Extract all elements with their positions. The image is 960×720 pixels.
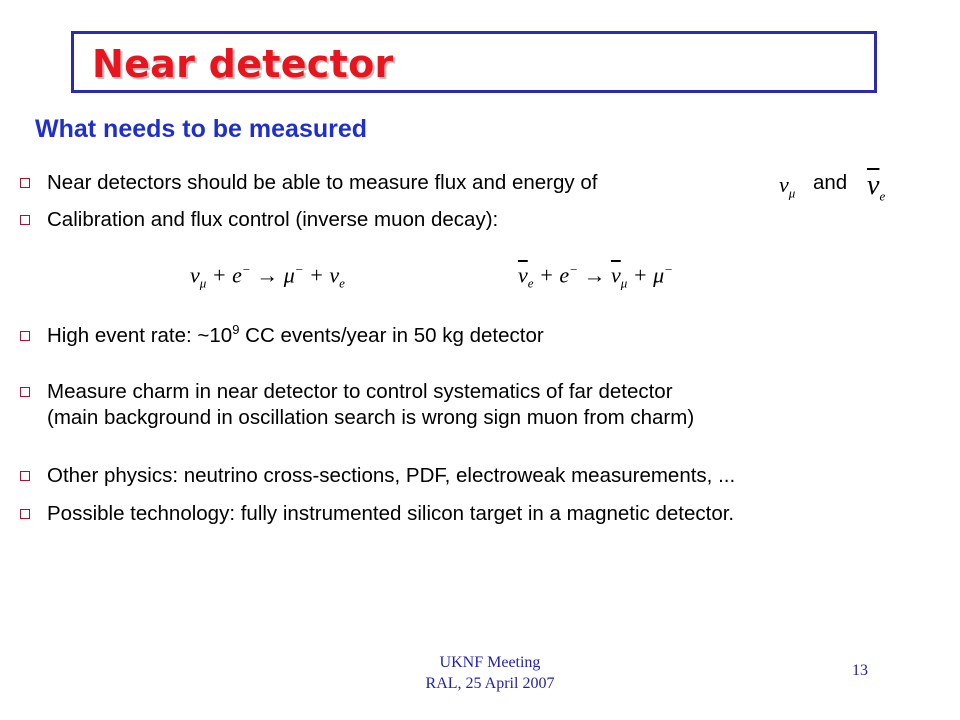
footer <box>400 652 580 694</box>
footer-date: RAL, 25 April 2007 <box>425 675 555 692</box>
bullet-text-and: and <box>813 171 848 194</box>
footer-meeting: UKNF Meeting <box>439 654 541 671</box>
bullet-text: Calibration and flux control (inverse muon decay): <box>47 208 499 231</box>
page-number: 13 <box>852 662 868 679</box>
bullet-text: Possible technology: fully instrumented silicon target in a magnetic detector. <box>47 502 735 525</box>
equation-1: $\nu_\mu + e^- \to \mu^- + \nu_e$ <box>190 262 345 291</box>
bullet-text-line2: (main background in oscillation search is wrong sign muon from charm) <box>47 406 695 429</box>
bullet-text: High event rate: $\sim 10^9$ CC events/year in 50 kg detector <box>47 322 544 347</box>
bullet-box-icon <box>20 178 30 188</box>
bullet-box-icon <box>20 215 30 225</box>
slide-title: Near detector <box>92 42 394 86</box>
bullet-text-line1: Measure charm in near detector to control systematics of far detector <box>47 380 673 403</box>
bullet-box-icon <box>20 387 30 397</box>
bullet-box-icon <box>20 471 30 481</box>
title-box <box>71 31 877 93</box>
nu-mu-symbol: $\nu_\mu$ <box>779 172 796 201</box>
slide-subtitle: What needs to be measured <box>35 115 368 143</box>
bullet-box-icon <box>20 331 30 341</box>
bullet-text: Other physics: neutrino cross-sections, PDF, electroweak measurements, ... <box>47 464 736 487</box>
equation-2: $\overline{\nu}_e + e^- \to \overline{\nu}_\mu + \mu^-$ <box>518 262 673 291</box>
bullet-text: Near detectors should be able to measure flux and energy of <box>47 171 598 194</box>
bullet-box-icon <box>20 509 30 519</box>
nu-e-bar-symbol: $\overline{\nu}_e$ <box>867 170 886 204</box>
